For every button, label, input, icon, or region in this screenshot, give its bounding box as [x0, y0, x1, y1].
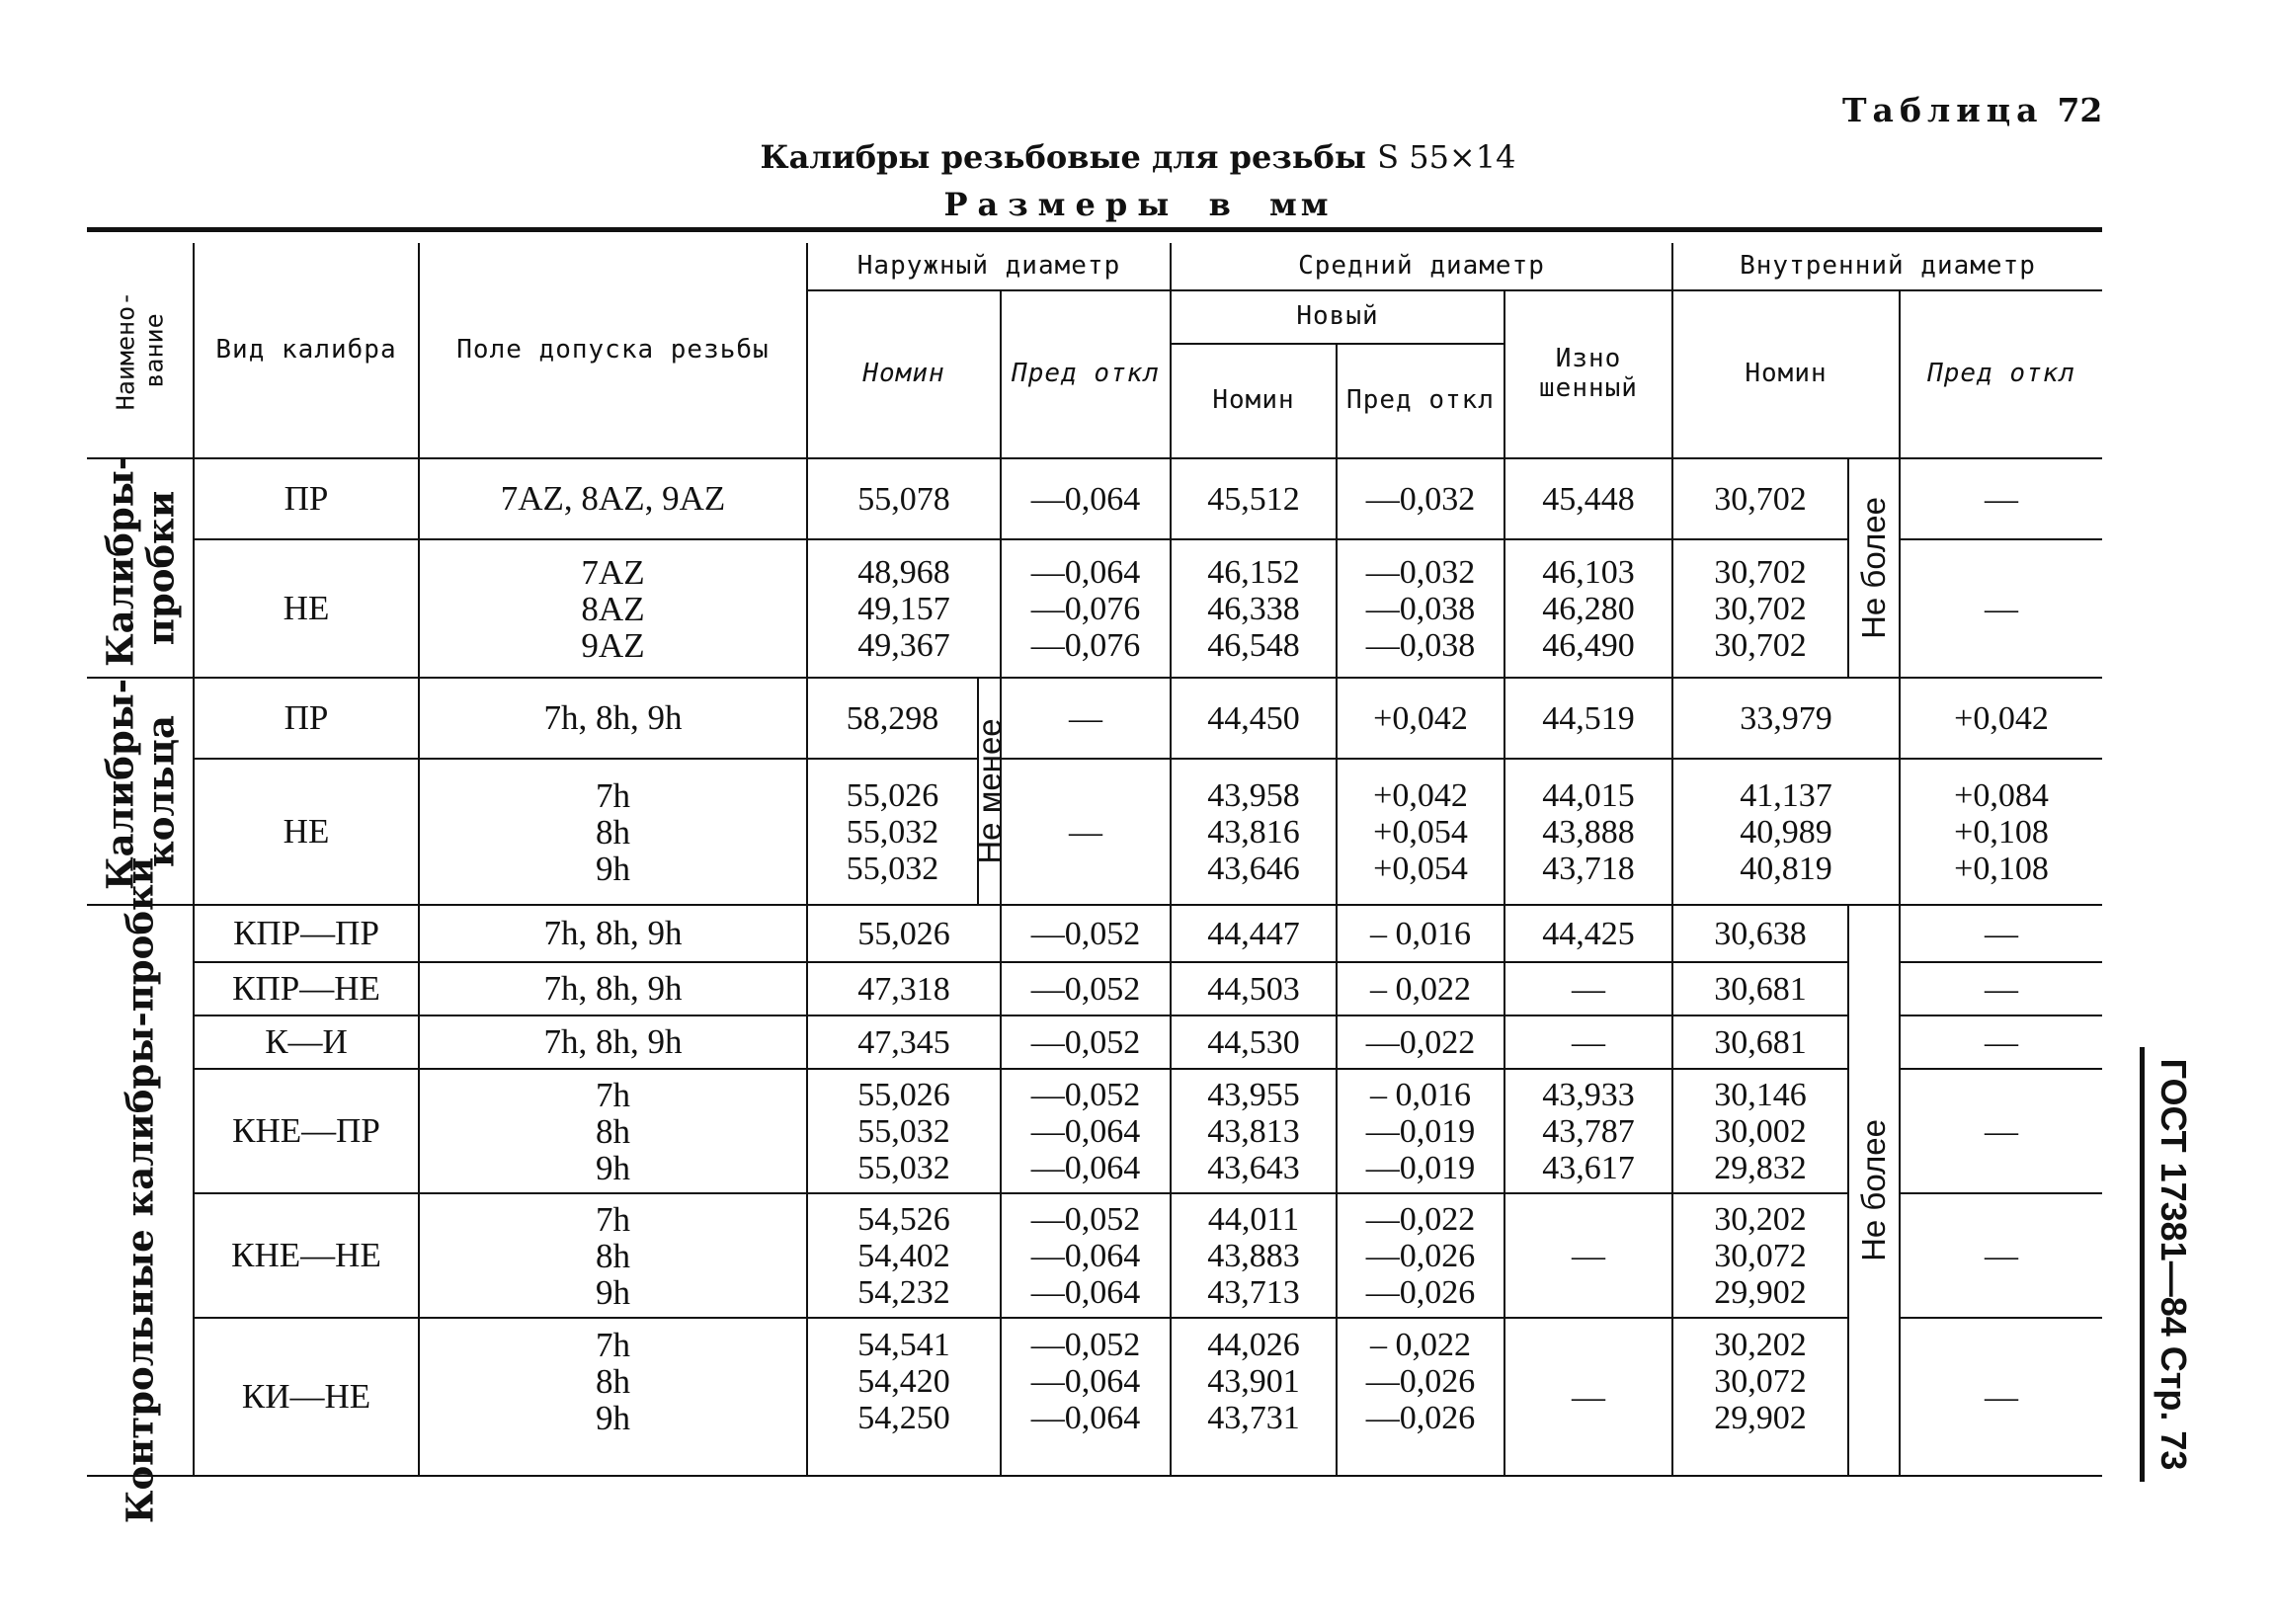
cell-mid-dev: – 0,016 —0,019 —0,019: [1337, 1069, 1504, 1193]
cell-mid-dev: – 0,022: [1337, 962, 1504, 1015]
cell-inner-nom: 30,702: [1672, 458, 1848, 539]
cell-kind: КПР—НЕ: [194, 962, 419, 1015]
cell-mid-dev: +0,042: [1337, 678, 1504, 759]
thread-designation: S 55×14: [1377, 138, 1516, 176]
cell-outer-nom: 55,026 55,032 55,032: [807, 759, 978, 905]
header-name: Наимено-вание: [87, 243, 194, 458]
cell-worn: 44,425: [1504, 905, 1672, 962]
cell-inner-dev: —: [1900, 1069, 2102, 1193]
cell-worn: 44,519: [1504, 678, 1672, 759]
header-outer-diameter: Наружный диаметр: [807, 243, 1171, 290]
cell-worn: —: [1504, 962, 1672, 1015]
cell-outer-dev: —: [1001, 759, 1171, 905]
cell-kind: НЕ: [194, 539, 419, 678]
cell-worn: —: [1504, 1318, 1672, 1476]
cell-outer-dev: —0,052: [1001, 1015, 1171, 1069]
cell-outer-nom: 47,318: [807, 962, 1001, 1015]
cell-worn: 44,015 43,888 43,718: [1504, 759, 1672, 905]
table-number-label: Таблица 72: [1842, 91, 2103, 129]
table-row: [87, 1193, 2102, 1318]
cell-worn: 45,448: [1504, 458, 1672, 539]
cell-inner-nom: 33,979: [1672, 678, 1900, 759]
gauge-table: [87, 243, 2102, 1524]
cell-kind: КНЕ—ПР: [194, 1069, 419, 1193]
cell-kind: НЕ: [194, 759, 419, 905]
cell-inner-nom: 30,202 30,072 29,902: [1672, 1318, 1848, 1476]
cell-outer-dev: —0,052 —0,064 —0,064: [1001, 1193, 1171, 1318]
table-row: [87, 905, 2102, 962]
cell-mid-nom: 44,530: [1171, 1015, 1337, 1069]
header-outer-nom: Номин: [807, 290, 1001, 458]
cell-inner-dev: —: [1900, 458, 2102, 539]
cell-worn: —: [1504, 1193, 1672, 1318]
cell-mid-dev: —0,032 —0,038 —0,038: [1337, 539, 1504, 678]
table-row: [87, 458, 2102, 539]
note-not-more: Не более: [1848, 905, 1900, 1476]
cell-outer-dev: —0,052 —0,064 —0,064: [1001, 1069, 1171, 1193]
cell-outer-nom: 58,298: [807, 678, 978, 759]
cell-mid-dev: —0,022 —0,026 —0,026: [1337, 1193, 1504, 1318]
cell-field: 7h, 8h, 9h: [419, 962, 807, 1015]
cell-inner-dev: —: [1900, 962, 2102, 1015]
cell-mid-nom: 44,503: [1171, 962, 1337, 1015]
cell-inner-nom: 30,681: [1672, 1015, 1848, 1069]
cell-inner-dev: +0,042: [1900, 678, 2102, 759]
header-inner-diameter: Внутренний диаметр: [1672, 243, 2102, 290]
note-not-more: Не более: [1848, 458, 1900, 678]
side-rule: [2140, 1047, 2145, 1482]
note-not-less: Не менее: [978, 678, 1001, 905]
header-outer-dev: Пред откл: [1001, 290, 1171, 458]
cell-inner-dev: —: [1900, 1015, 2102, 1069]
table-row: [87, 1318, 2102, 1476]
units-caption: Размеры в мм: [943, 186, 1333, 223]
cell-field: 7h, 8h, 9h: [419, 678, 807, 759]
table-number: 72: [2057, 91, 2103, 129]
cell-field: 7AZ, 8AZ, 9AZ: [419, 458, 807, 539]
cell-inner-nom: 30,202 30,072 29,902: [1672, 1193, 1848, 1318]
cell-outer-dev: —0,052 —0,064 —0,064: [1001, 1318, 1171, 1476]
cell-outer-dev: —0,052: [1001, 962, 1171, 1015]
cell-field: 7h 8h 9h: [419, 1318, 807, 1476]
group-plugs: Калибры-пробки: [87, 458, 194, 678]
cell-mid-nom: 45,512: [1171, 458, 1337, 539]
cell-outer-dev: —0,064 —0,076 —0,076: [1001, 539, 1171, 678]
cell-field: 7h 8h 9h: [419, 1193, 807, 1318]
cell-inner-nom: 30,146 30,002 29,832: [1672, 1069, 1848, 1193]
cell-inner-dev: —: [1900, 905, 2102, 962]
header-inner-dev: Пред откл: [1900, 290, 2102, 458]
cell-outer-nom: 47,345: [807, 1015, 1001, 1069]
cell-kind: ПР: [194, 678, 419, 759]
header-mid-nom: Номин: [1171, 344, 1337, 458]
table-row: [87, 539, 2102, 678]
group-control-plugs: Контрольные калибры-пробки: [87, 905, 194, 1476]
cell-mid-dev: – 0,022 —0,026 —0,026: [1337, 1318, 1504, 1476]
cell-mid-dev: —0,032: [1337, 458, 1504, 539]
cell-kind: КНЕ—НЕ: [194, 1193, 419, 1318]
cell-mid-nom: 44,011 43,883 43,713: [1171, 1193, 1337, 1318]
cell-outer-dev: —: [1001, 678, 1171, 759]
cell-mid-dev: +0,042 +0,054 +0,054: [1337, 759, 1504, 905]
table-top-rule: [87, 227, 2102, 232]
cell-field: 7h 8h 9h: [419, 759, 807, 905]
cell-kind: КИ—НЕ: [194, 1318, 419, 1476]
cell-outer-nom: 55,026: [807, 905, 1001, 962]
cell-outer-dev: —0,052: [1001, 905, 1171, 962]
header-field: Поле допуска резьбы: [419, 243, 807, 458]
header-mid-diameter: Средний диаметр: [1171, 243, 1672, 290]
table-row: [87, 1015, 2102, 1069]
cell-outer-nom: 54,526 54,402 54,232: [807, 1193, 1001, 1318]
cell-field: 7h 8h 9h: [419, 1069, 807, 1193]
cell-kind: К—И: [194, 1015, 419, 1069]
cell-outer-nom: 48,968 49,157 49,367: [807, 539, 1001, 678]
table-row: [87, 1069, 2102, 1193]
cell-inner-nom: 41,137 40,989 40,819: [1672, 759, 1900, 905]
cell-field: 7h, 8h, 9h: [419, 905, 807, 962]
table-row: [87, 962, 2102, 1015]
side-standard-note: ГОСТ 17381—84 Стр. 73: [2134, 1047, 2213, 1482]
header-worn: Изно шенный: [1504, 290, 1672, 458]
table-row: [87, 678, 2102, 759]
cell-mid-nom: 43,955 43,813 43,643: [1171, 1069, 1337, 1193]
cell-inner-nom: 30,681: [1672, 962, 1848, 1015]
cell-outer-dev: —0,064: [1001, 458, 1171, 539]
cell-inner-dev: —: [1900, 1193, 2102, 1318]
cell-mid-nom: 43,958 43,816 43,646: [1171, 759, 1337, 905]
cell-outer-nom: 54,541 54,420 54,250: [807, 1318, 1001, 1476]
table-row: [87, 759, 2102, 905]
cell-kind: КПР—ПР: [194, 905, 419, 962]
cell-inner-nom: 30,702 30,702 30,702: [1672, 539, 1848, 678]
cell-outer-nom: 55,026 55,032 55,032: [807, 1069, 1001, 1193]
cell-field: 7AZ 8AZ 9AZ: [419, 539, 807, 678]
header-kind: Вид калибра: [194, 243, 419, 458]
cell-mid-nom: 44,447: [1171, 905, 1337, 962]
cell-mid-nom: 44,450: [1171, 678, 1337, 759]
cell-mid-nom: 44,026 43,901 43,731: [1171, 1318, 1337, 1476]
group-rings: Калибры-кольца: [87, 678, 194, 905]
header-mid-dev: Пред откл: [1337, 344, 1504, 458]
cell-mid-dev: —0,022: [1337, 1015, 1504, 1069]
cell-worn: 43,933 43,787 43,617: [1504, 1069, 1672, 1193]
header-inner-nom: Номин: [1672, 290, 1900, 458]
cell-outer-nom: 55,078: [807, 458, 1001, 539]
cell-field: 7h, 8h, 9h: [419, 1015, 807, 1069]
table-title: Калибры резьбовые для резьбы S 55×14: [760, 138, 1516, 176]
cell-worn: —: [1504, 1015, 1672, 1069]
cell-inner-nom: 30,638: [1672, 905, 1848, 962]
header-new: Новый: [1171, 290, 1504, 344]
cell-kind: ПР: [194, 458, 419, 539]
cell-inner-dev: —: [1900, 539, 2102, 678]
cell-worn: 46,103 46,280 46,490: [1504, 539, 1672, 678]
cell-mid-dev: – 0,016: [1337, 905, 1504, 962]
cell-inner-dev: —: [1900, 1318, 2102, 1476]
cell-inner-dev: +0,084 +0,108 +0,108: [1900, 759, 2102, 905]
cell-mid-nom: 46,152 46,338 46,548: [1171, 539, 1337, 678]
